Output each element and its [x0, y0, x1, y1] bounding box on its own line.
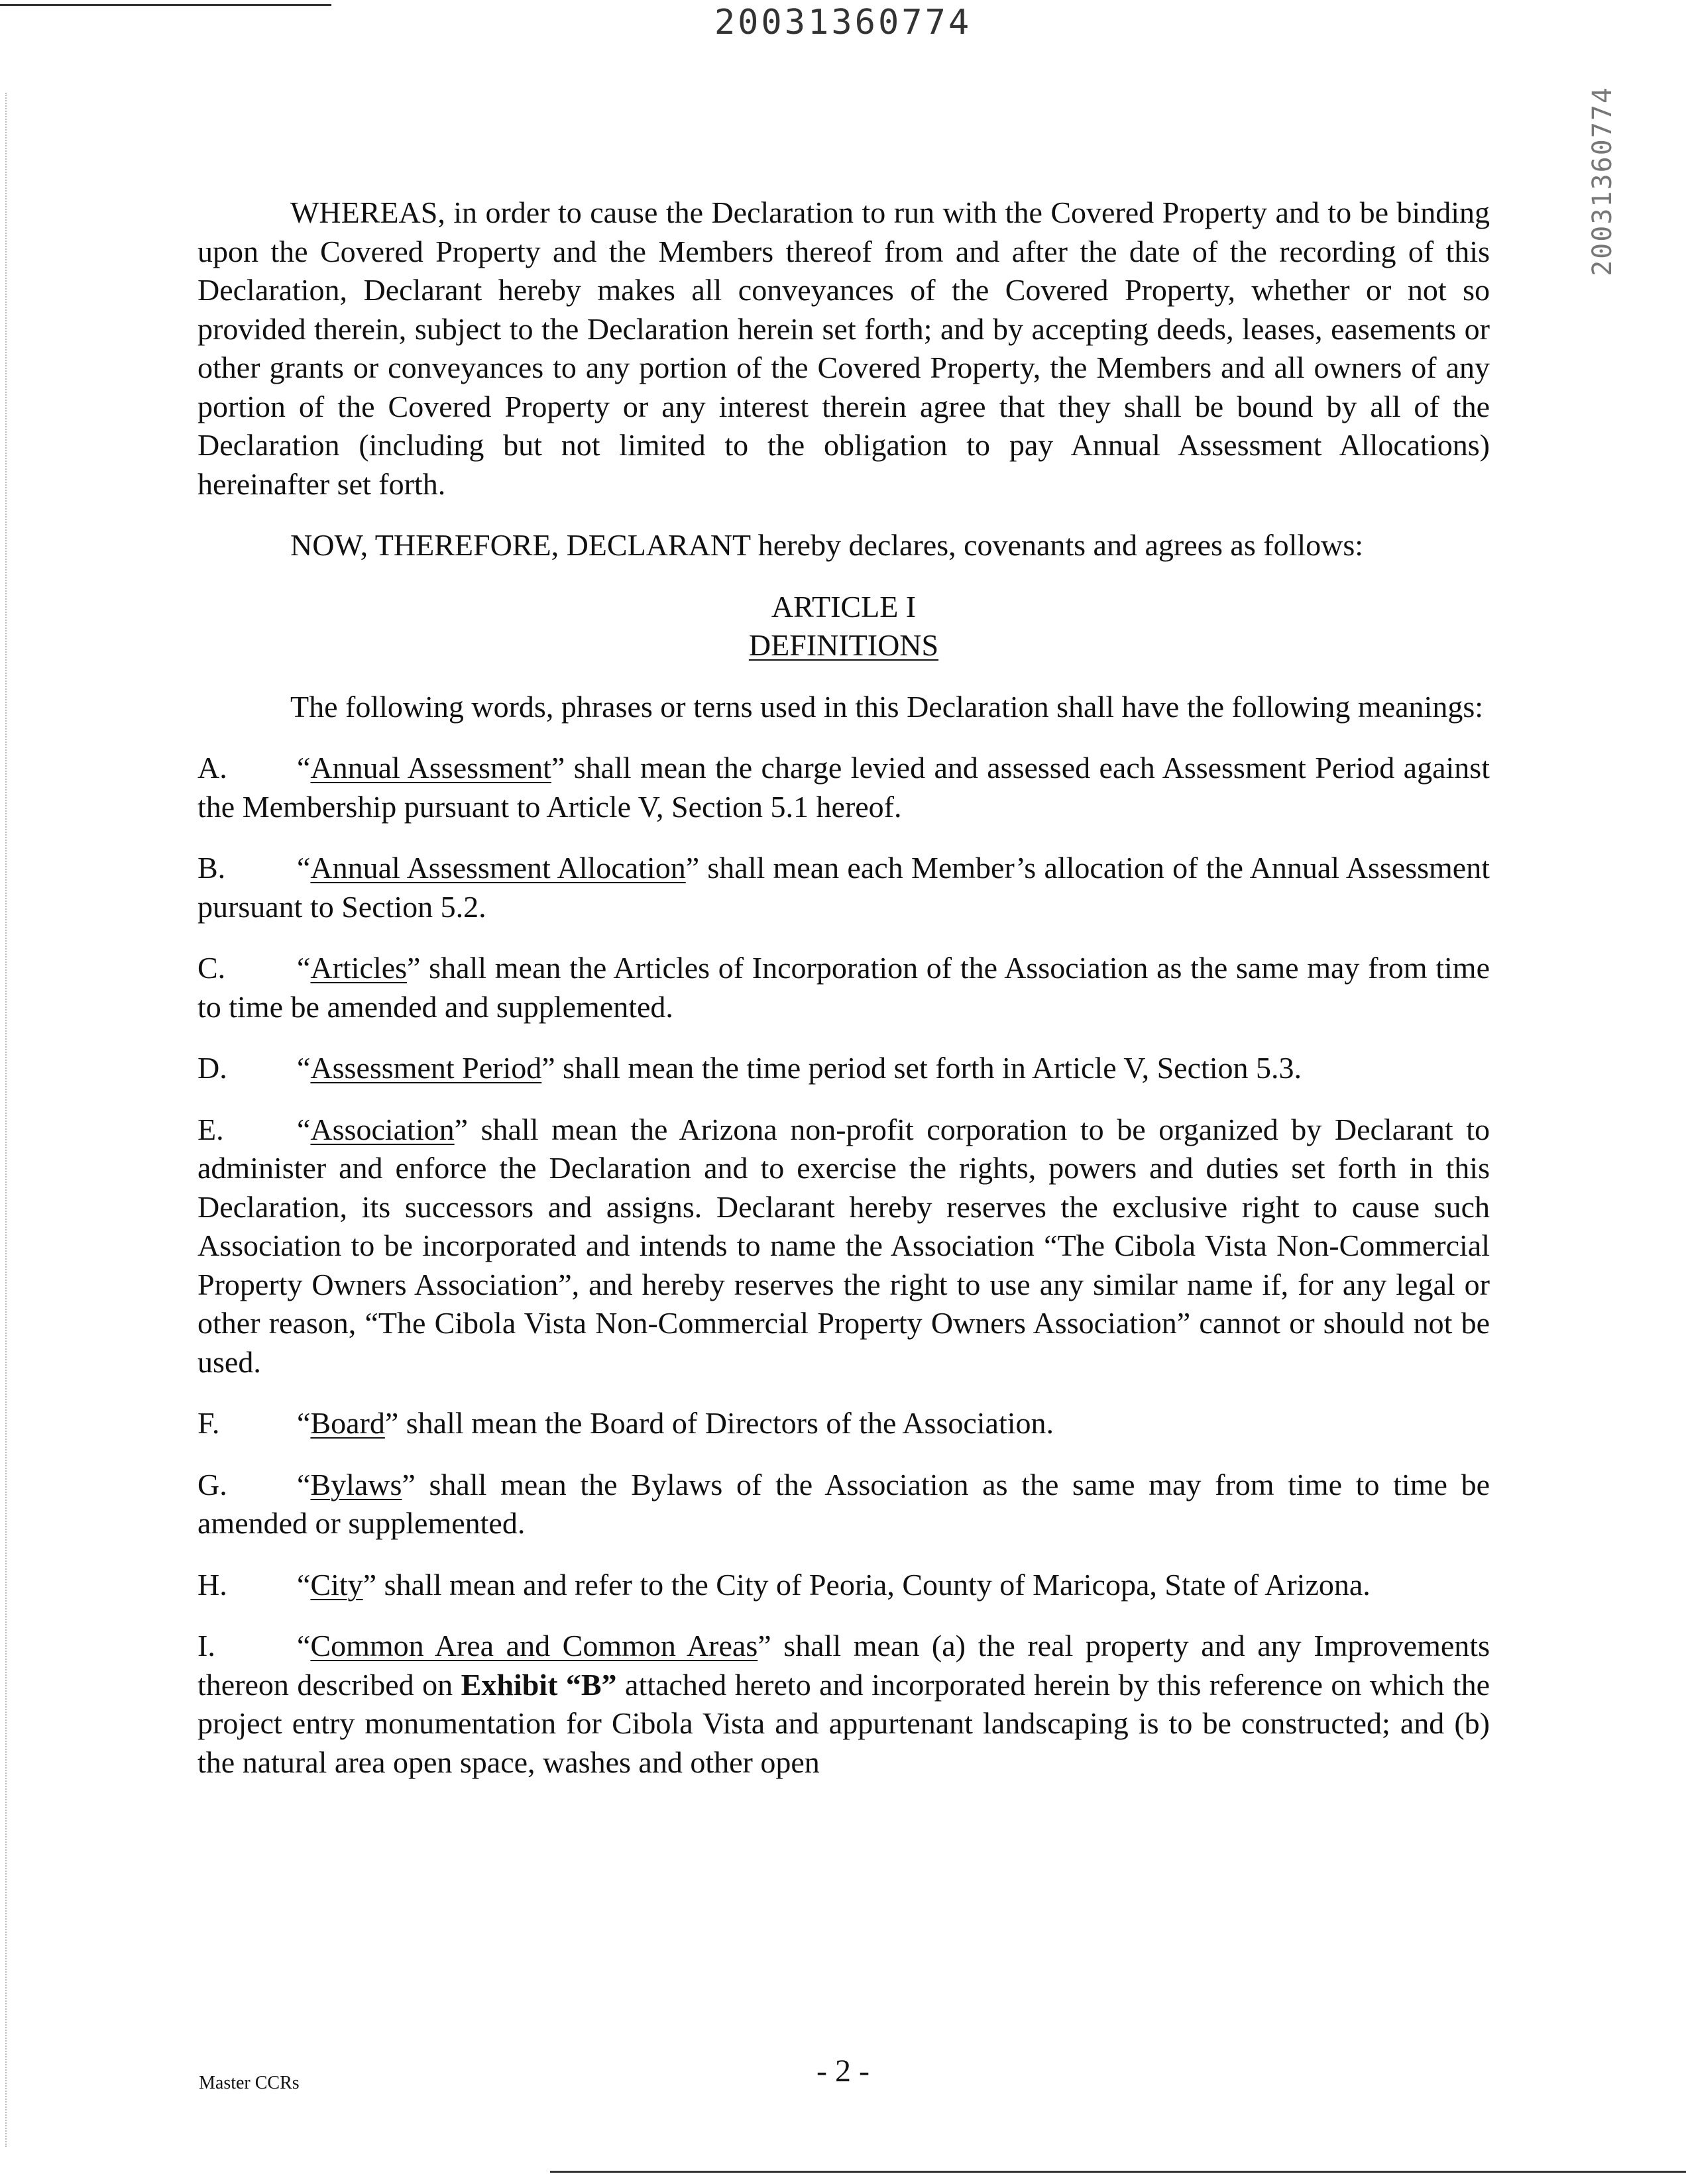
- definitions-intro: The following words, phrases or terns used in this Declaration shall have the following meanings:: [290, 689, 1483, 724]
- definition-text: shall mean the time period set forth in Article V, Section 5.3.: [555, 1051, 1302, 1085]
- article-title: DEFINITIONS: [748, 628, 939, 662]
- page-number: - 2 -: [816, 2053, 870, 2089]
- footer-label: Master CCRs: [199, 2073, 300, 2093]
- definition-term: Annual Assessment Allocation: [310, 851, 686, 885]
- definition-letter: E.: [197, 1112, 224, 1146]
- definition-term: Articles: [310, 951, 408, 985]
- definition-letter: D.: [197, 1051, 227, 1085]
- now-therefore-paragraph: NOW, THEREFORE, DECLARANT hereby declares, covenants and agrees as follows:: [290, 528, 1364, 562]
- definition-term: Assessment Period: [310, 1051, 542, 1085]
- definition-letter: G.: [197, 1467, 227, 1502]
- definition-item: C. “Articles” shall mean the Articles of Incorporation of the Association as the same may from time to time be amended and supplemented.: [197, 949, 1490, 1026]
- definition-term: Common Area and Common Areas: [310, 1629, 758, 1663]
- definition-text: shall mean (a) the real property and any Improvements thereon described on: [197, 1629, 1490, 1702]
- definitions-list: [197, 749, 1490, 1604]
- definition-letter: A.: [197, 751, 227, 785]
- definition-letter: F.: [197, 1406, 220, 1440]
- document-body: [197, 193, 1490, 1804]
- definition-term: Annual Assessment: [310, 751, 551, 785]
- side-stamp: 20031360774: [1587, 86, 1618, 276]
- definition-item: H. “City” shall mean and refer to the City of Peoria, County of Maricopa, State of Arizona.: [197, 1566, 1490, 1605]
- definition-item: A. “Annual Assessment” shall mean the charge levied and assessed each Assessment Period against the Membership pursuant to Article V, Section 5.1 hereof.: [197, 749, 1490, 826]
- definition-text-cont: attached hereto and incorporated herein by this reference on which the project entry monumentation for Cibola Vista and appurtenant landscaping is to be constructed; and (b) the natural area open space, washes and other open: [197, 1667, 1490, 1779]
- definition-text: shall mean the Bylaws of the Association as the same may from time to time be amended or supplemented.: [197, 1467, 1490, 1540]
- definition-text: shall mean the charge levied and assessed each Assessment Period against the Membership pursuant to Article V, Section 5.1 hereof.: [197, 751, 1490, 824]
- definition-text: shall mean the Arizona non-profit corporation to be organized by Declarant to administer and enforce the Declaration and to exercise the rights, powers and duties set forth in this Declaration, its successors and assigns. Declarant hereby reserves the exclusive right to cause such Association to be incorporated and intends to name the Association “The Cibola Vista Non-Commercial Property Owners Association”, and hereby reserves the right to use any similar name if, for any legal or other reason, “The Cibola Vista Non-Commercial Property Owners Association” cannot or should not be used.: [197, 1112, 1490, 1379]
- bottom-rule: [550, 2171, 1686, 2173]
- definition-text: shall mean the Articles of Incorporation of the Association as the same may from time to time be amended and supplemented.: [197, 951, 1490, 1024]
- definition-item: B. “Annual Assessment Allocation” shall mean each Member’s allocation of the Annual Assessment pursuant to Section 5.2.: [197, 849, 1490, 926]
- definition-item: F. “Board” shall mean the Board of Directors of the Association.: [197, 1404, 1490, 1443]
- definition-term: City: [310, 1567, 363, 1602]
- definition-item: G. “Bylaws” shall mean the Bylaws of the Association as the same may from time to time be amended or supplemented.: [197, 1466, 1490, 1543]
- definition-item: I. “Common Area and Common Areas” shall mean (a) the real property and any Improvements thereon described on Exhibit “B” attached hereto and incorporated herein by this reference on which the project entry monumentation for Cibola Vista and appurtenant landscaping is to be constructed; and (b) the natural area open space, washes and other open: [197, 1627, 1490, 1782]
- definition-item: D. “Assessment Period” shall mean the time period set forth in Article V, Section 5.3.: [197, 1049, 1490, 1088]
- document-number: 20031360774: [714, 3, 972, 42]
- whereas-paragraph: WHEREAS, in order to cause the Declaration to run with the Covered Property and to be binding upon the Covered Property and the Members thereof from and after the date of the recording of this Declaration, Declarant hereby makes all conveyances of the Covered Property, whether or not so provided therein, subject to the Declaration herein set forth; and by accepting deeds, leases, easements or other grants or conveyances to any portion of the Covered Property, the Members and all owners of any portion of the Covered Property or any interest therein agree that they shall be bound by all of the Declaration (including but not limited to the obligation to pay Annual Assessment Allocations) hereinafter set forth.: [197, 195, 1490, 501]
- article-number: ARTICLE I: [771, 589, 917, 624]
- definition-term: Bylaws: [310, 1467, 402, 1502]
- definition-letter: B.: [197, 851, 226, 885]
- definition-term: Association: [310, 1112, 455, 1146]
- definition-text: shall mean and refer to the City of Peoria, County of Maricopa, State of Arizona.: [376, 1567, 1371, 1602]
- scan-edge: [5, 93, 8, 2147]
- definition-text: shall mean the Board of Directors of the Association.: [398, 1406, 1054, 1440]
- definition-letter: H.: [197, 1567, 227, 1602]
- article-heading: [197, 588, 1490, 665]
- definition-term: Board: [310, 1406, 385, 1440]
- definition-letter: C.: [197, 951, 226, 985]
- definition-text: shall mean each Member’s allocation of the Annual Assessment pursuant to Section 5.2.: [197, 851, 1490, 924]
- exhibit-reference: Exhibit “B”: [461, 1667, 617, 1702]
- definition-letter: I.: [197, 1629, 215, 1663]
- definition-item: E. “Association” shall mean the Arizona non-profit corporation to be organized by Declarant to administer and enforce the Declaration and to exercise the rights, powers and duties set forth in this Declaration, its successors and assigns. Declarant hereby reserves the exclusive right to cause such Association to be incorporated and intends to name the Association “The Cibola Vista Non-Commercial Property Owners Association”, and hereby reserves the right to use any similar name if, for any legal or other reason, “The Cibola Vista Non-Commercial Property Owners Association” cannot or should not be used.: [197, 1111, 1490, 1382]
